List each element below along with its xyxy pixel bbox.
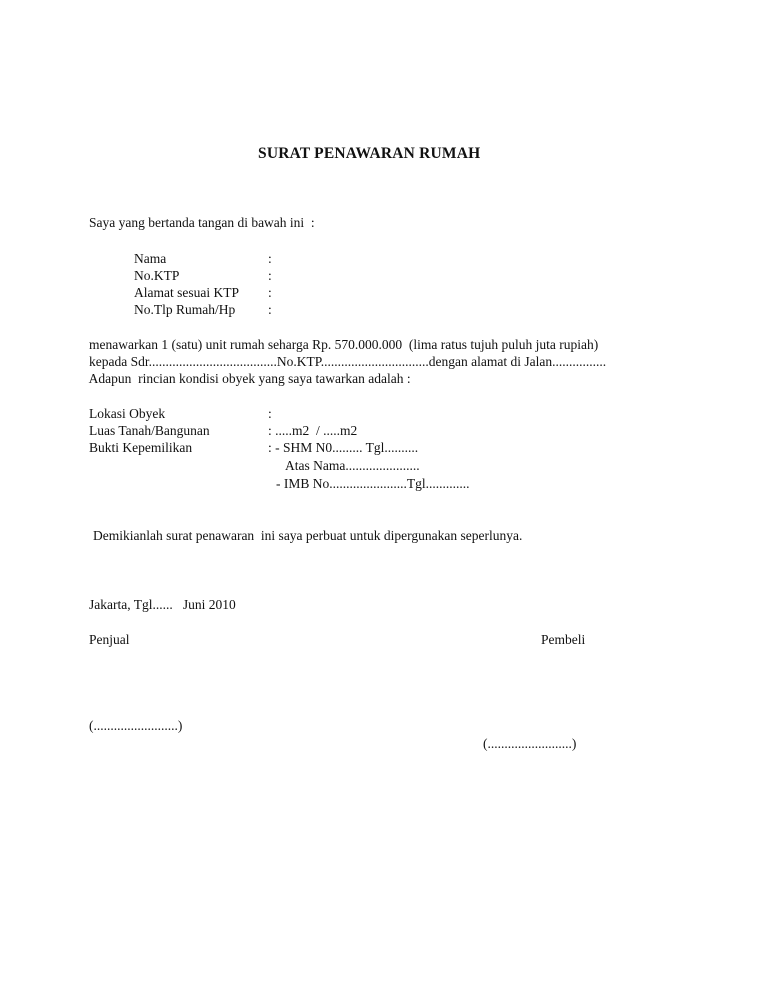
detail-imb: - IMB No.......................Tgl............. [276,476,470,491]
seller-signature-line: (.........................) [89,718,183,733]
offer-line: Adapun rincian kondisi obyek yang saya tawarkan adalah : [86,371,411,386]
detail-label-bukti: Bukti Kepemilikan [89,440,193,455]
detail-value-luas: : .....m2 / .....m2 [268,423,358,438]
buyer-label: Pembeli [541,632,586,647]
field-colon: : [268,251,272,266]
place-date: Jakarta, Tgl...... Juni 2010 [89,597,236,612]
intro-text: Saya yang bertanda tangan di bawah ini : [89,215,315,230]
detail-value-bukti: : - SHM N0......... Tgl.......... [268,440,419,455]
offer-line: kepada Sdr......................................No.KTP................................dengan alamat di Jalan................ [89,354,607,369]
closing-text: Demikianlah surat penawaran ini saya perbuat untuk dipergunakan seperlunya. [93,528,523,543]
buyer-signature-line: (.........................) [483,736,577,751]
detail-label-lokasi: Lokasi Obyek [89,406,166,421]
detail-atas-nama: Atas Nama...................... [285,458,420,473]
offer-line: menawarkan 1 (satu) unit rumah seharga Rp. 570.000.000 (lima ratus tujuh puluh juta rupiah) [89,337,599,352]
detail-label-luas: Luas Tanah/Bangunan [89,423,210,438]
field-colon: : [268,268,272,283]
field-label-nama: Nama [134,251,167,266]
field-colon: : [268,302,272,317]
detail-value-lokasi: : [268,406,272,421]
seller-label: Penjual [89,632,130,647]
field-label-alamat: Alamat sesuai KTP [134,285,239,300]
document-title: SURAT PENAWARAN RUMAH [258,145,481,162]
field-label-no-ktp: No.KTP [134,268,180,283]
field-label-telepon: No.Tlp Rumah/Hp [134,302,236,317]
field-colon: : [268,285,272,300]
